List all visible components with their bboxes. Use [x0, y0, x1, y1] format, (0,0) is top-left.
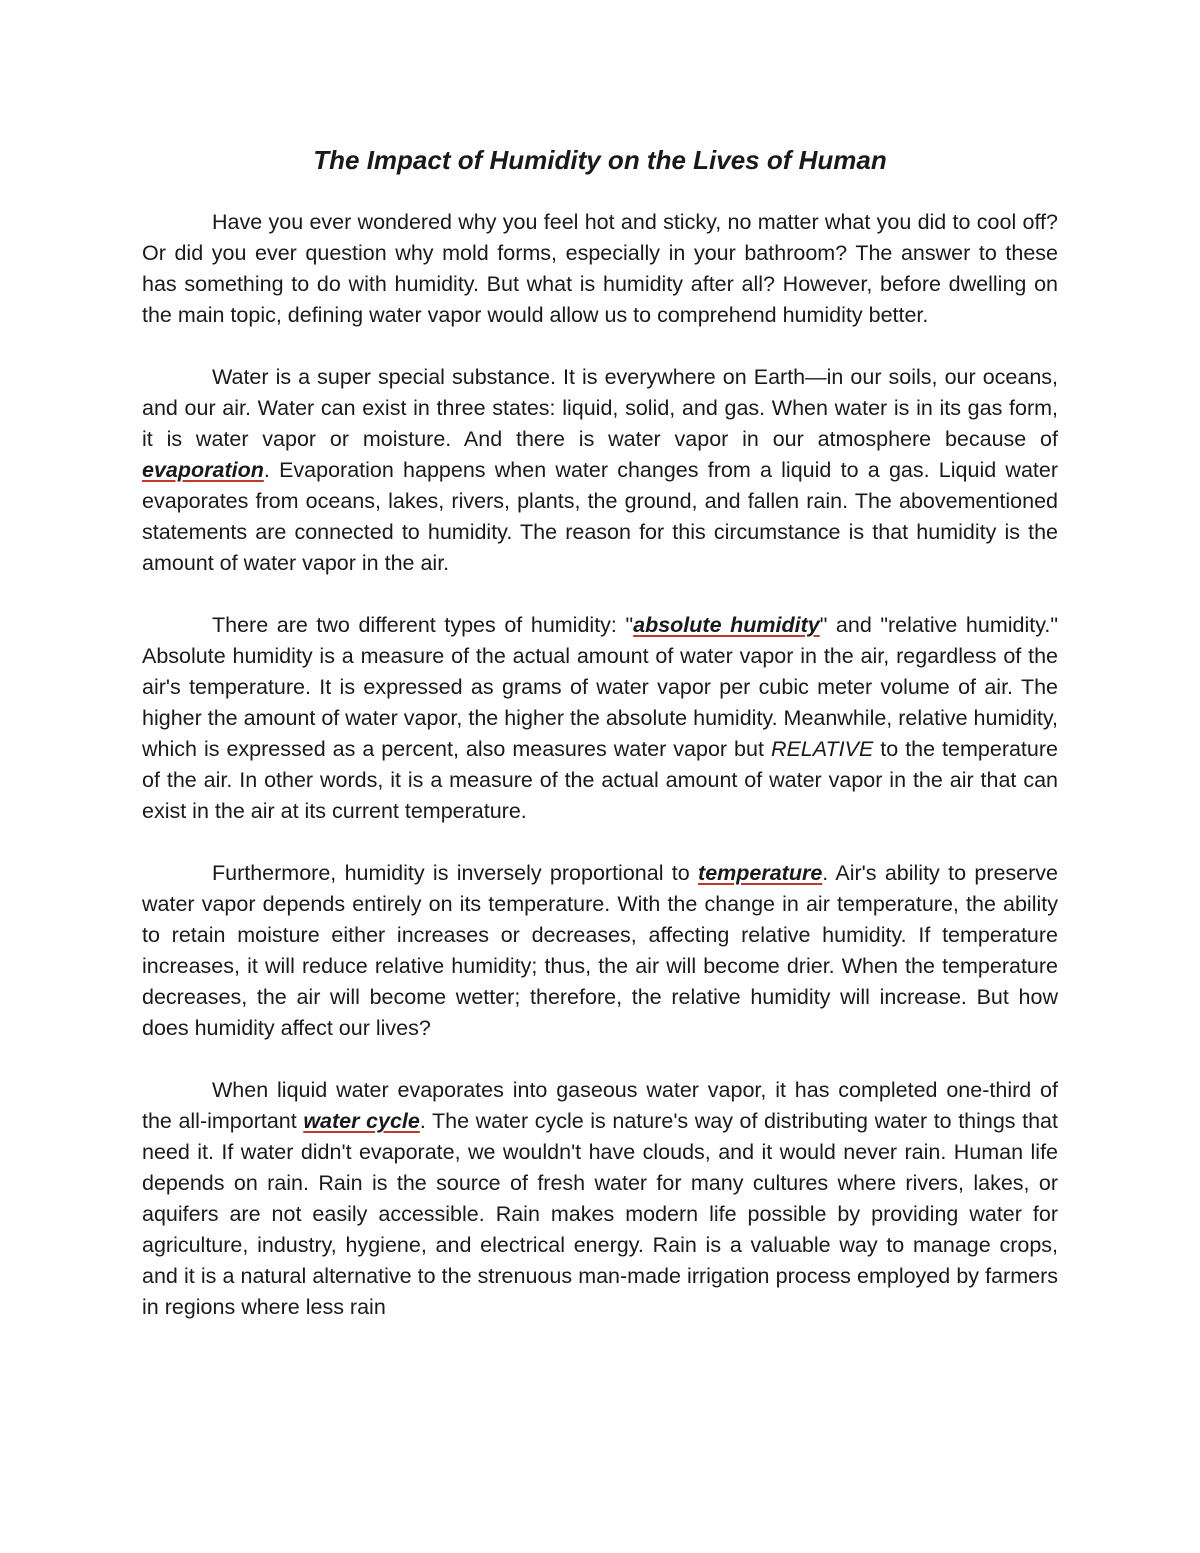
paragraph-text: When liquid water evaporates into gaseous water vapor, it has completed one-third of the all-important: [142, 1078, 1058, 1133]
paragraph-text: There are two different types of humidity: ": [212, 613, 634, 637]
document-page: [142, 140, 1058, 1323]
paragraph-text: . Evaporation happens when water changes from a liquid to a gas. Liquid water evaporates from oceans, lakes, rivers, plants, the ground, and fallen rain. The abovementioned statements are connected to humidity. The reason for this circumstance is that humidity is the amount of water vapor in the air.: [142, 458, 1058, 575]
key-term-temperature: temperature: [698, 861, 823, 885]
paragraph-text: " and "relative humidity." Absolute humidity is a measure of the actual amount of water vapor in the air, regardless of the air's temperature. It is expressed as grams of water vapor per cubic meter volume of air. The higher the amount of water vapor, the higher the absolute humidity. Meanwhile, relative humidity, which is expressed as a percent, also measures water vapor but: [142, 613, 1058, 761]
paragraph-text: to the temperature of the air. In other words, it is a measure of the actual amount of water vapor in the air that can exist in the air at its current temperature.: [142, 737, 1058, 823]
key-term-evaporation: evaporation: [142, 458, 264, 482]
paragraph-text: Have you ever wondered why you feel hot and sticky, no matter what you did to cool off? Or did you ever question why mold forms, especially in your bathroom? The answer to these has something to do with humidity. But what is humidity after all? However, before dwelling on the main topic, defining water vapor would allow us to comprehend humidity better.: [142, 210, 1058, 327]
paragraph-text: Water is a super special substance. It is everywhere on Earth—in our soils, our oceans, and our air. Water can exist in three states: liquid, solid, and gas. When water is in its gas form, it is water vapor or moisture. And there is water vapor in our atmosphere because of: [142, 365, 1058, 451]
key-term-absolute-humidity: absolute humidity: [633, 613, 820, 637]
paragraph-temperature: [142, 858, 1058, 1044]
paragraph-water-cycle: [142, 1075, 1058, 1323]
paragraph-humidity-types: [142, 610, 1058, 827]
paragraph-water-vapor-intro: [142, 207, 1058, 331]
paragraph-evaporation: [142, 362, 1058, 579]
key-term-water-cycle: water cycle: [303, 1109, 420, 1133]
emphasis-relative: RELATIVE: [770, 737, 874, 761]
paragraph-text: Furthermore, humidity is inversely proportional to: [212, 861, 699, 885]
paragraph-text: . Air's ability to preserve water vapor depends entirely on its temperature. With the change in air temperature, the ability to retain moisture either increases or decreases, affecting relative humidity. If temperature increases, it will reduce relative humidity; thus, the air will become drier. When the temperature decreases, the air will become wetter; therefore, the relative humidity will increase. But how does humidity affect our lives?: [142, 861, 1059, 1040]
document-title: The Impact of Humidity on the Lives of Human: [313, 145, 887, 175]
paragraph-text: . The water cycle is nature's way of distributing water to things that need it. If water didn't evaporate, we wouldn't have clouds, and it would never rain. Human life depends on rain. Rain is the source of fresh water for many cultures where rivers, lakes, or aquifers are not easily accessible. Rain makes modern life possible by providing water for agriculture, industry, hygiene, and electrical energy. Rain is a valuable way to manage crops, and it is a natural alternative to the strenuous man-made irrigation process employed by farmers in regions where less rain: [142, 1109, 1058, 1319]
